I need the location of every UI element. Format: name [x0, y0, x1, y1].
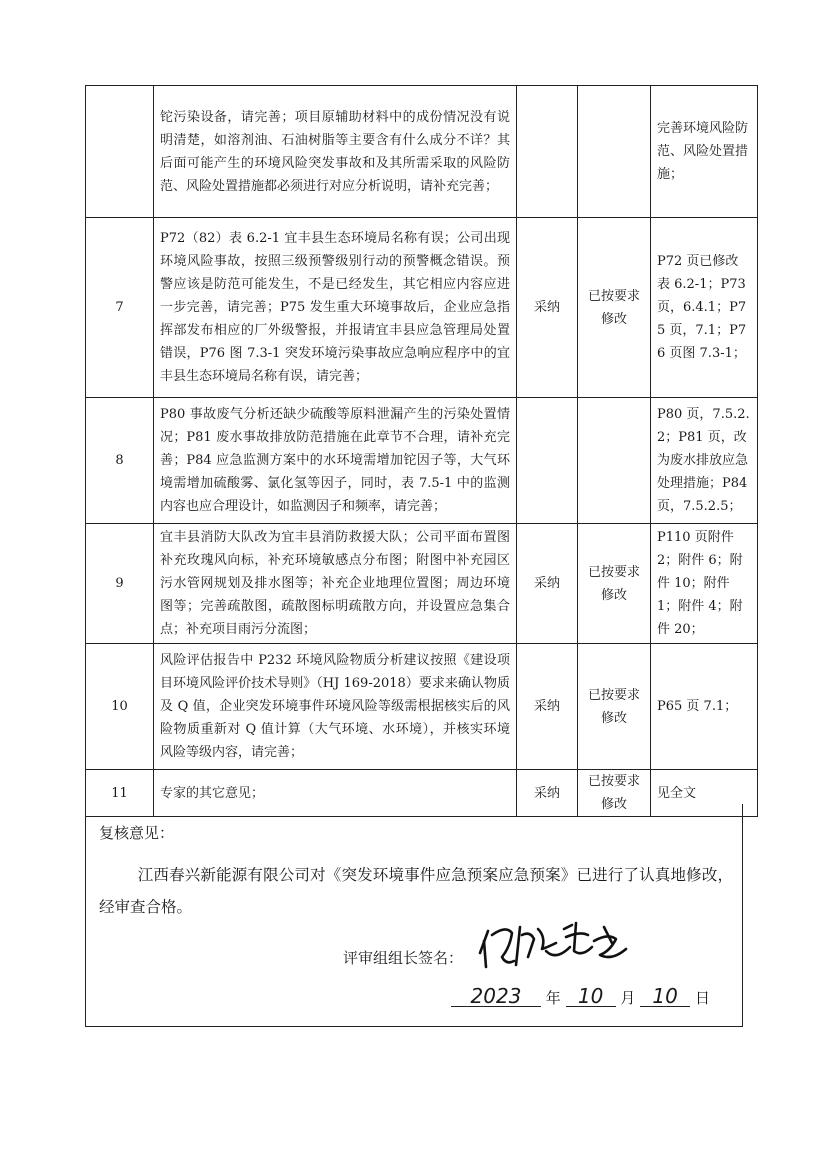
table-row: [86, 644, 758, 770]
revision-note: 见全文: [651, 770, 758, 817]
revision-status: [578, 86, 651, 218]
row-number: 11: [86, 770, 154, 817]
table-row: [86, 524, 758, 644]
table-row: [86, 86, 758, 218]
revision-status: 已按要求修改: [578, 524, 651, 644]
revision-status: 已按要求修改: [578, 644, 651, 770]
row-number: 10: [86, 644, 154, 770]
revision-status: [578, 398, 651, 524]
revision-note: P65 页 7.1；: [651, 644, 758, 770]
year-value: 2023: [470, 984, 522, 1008]
adoption-status: 采纳: [517, 218, 578, 398]
date-line: [451, 984, 710, 1008]
table-body: [86, 86, 758, 817]
year-unit: 年: [545, 989, 561, 1007]
month-field: [566, 984, 616, 1007]
expert-opinion: 风险评估报告中 P232 环境风险物质分析建议按照《建设项目环境风险评价技术导则》（HJ 169-2018）要求来确认物质及 Q 值，企业突发环境事件环境风险等级需根据核实后的风险物质重新对 Q 值计算（大气环境、水环境），并核实环境风险等级内容，请完善；: [154, 644, 517, 770]
adoption-status: [517, 398, 578, 524]
month-value: 10: [577, 984, 604, 1008]
row-number: 9: [86, 524, 154, 644]
review-section: [85, 804, 743, 1027]
adoption-status: 采纳: [517, 644, 578, 770]
expert-opinion: 铊污染设备，请完善；项目原辅助材料中的成份情况没有说明清楚，如溶剂油、石油树脂等主要含有什么成分不详？其后面可能产生的环境风险突发事故和及其所需采取的风险防范、风险处置措施都必须进行对应分析说明，请补充完善；: [154, 86, 517, 218]
table-row: [86, 398, 758, 524]
table-row: [86, 218, 758, 398]
row-number: 7: [86, 218, 154, 398]
adoption-status: 采纳: [517, 524, 578, 644]
adoption-status: [517, 86, 578, 218]
revision-note: 完善环境风险防范、风险处置措施；: [651, 86, 758, 218]
review-body: 江西春兴新能源有限公司对《突发环境事件应急预案应急预案》已进行了认真地修改，经审查合格。: [99, 866, 733, 916]
month-unit: 月: [620, 989, 636, 1007]
handwritten-signature: [476, 917, 636, 972]
day-unit: 日: [694, 989, 710, 1007]
revision-note: P80 页，7.5.2.2；P81 页，改为废水排放应急处理措施；P84 页，7.5.2.5；: [651, 398, 758, 524]
expert-opinion: 专家的其它意见；: [154, 770, 517, 817]
expert-opinion: P80 事故废气分析还缺少硫酸等原料泄漏产生的污染处置情况；P81 废水事故排放防范措施在此章节不合理，请补充完善；P84 应急监测方案中的水环境需增加铊因子等，大气环境需增加硫酸雾、氯化氢等因子，同时，表 7.5-1 中的监测内容也应合理设计，如监测因子和频率，请完善；: [154, 398, 517, 524]
adoption-status: 采纳: [517, 770, 578, 817]
review-title: 复核意见：: [99, 824, 175, 842]
day-value: 10: [652, 984, 678, 1008]
signer-label: 评审组组长签名：: [343, 949, 464, 967]
day-field: [640, 984, 690, 1007]
expert-opinion: 宜丰县消防大队改为宜丰县消防救援大队；公司平面布置图补充玫瑰风向标，补充环境敏感点分布图；附图中补充园区污水管网规划及排水图等；补充企业地理位置图；周边环境图等；完善疏散图，疏散图标明疏散方向，并设置应急集合点；补充项目雨污分流图；: [154, 524, 517, 644]
review-opinion-table: [85, 85, 758, 817]
row-number: [86, 86, 154, 218]
row-number: 8: [86, 398, 154, 524]
revision-note: P110 页附件 2；附件 6；附件 10；附件 1；附件 4；附件 20；: [651, 524, 758, 644]
expert-opinion: P72（82）表 6.2-1 宜丰县生态环境局名称有误；公司出现环境风险事故，按照三级预警级别行动的预警概念错误。预警应该是防范可能发生，不是已经发生，其它相应内容应进一步完善，请完善；P75 发生重大环境事故后，企业应急指挥部发布相应的厂外级警报，并报请宜丰县应急管理局处置错误，P76 图 7.3-1 突发环境污染事故应急响应程序中的宜丰县生态环境局名称有误，请完善；: [154, 218, 517, 398]
revision-status: 已按要求修改: [578, 770, 651, 817]
revision-status: 已按要求修改: [578, 218, 651, 398]
revision-note: P72 页已修改表 6.2-1；P73 页，6.4.1；P75 页，7.1；P76 页图 7.3-1；: [651, 218, 758, 398]
year-field: [451, 984, 541, 1007]
